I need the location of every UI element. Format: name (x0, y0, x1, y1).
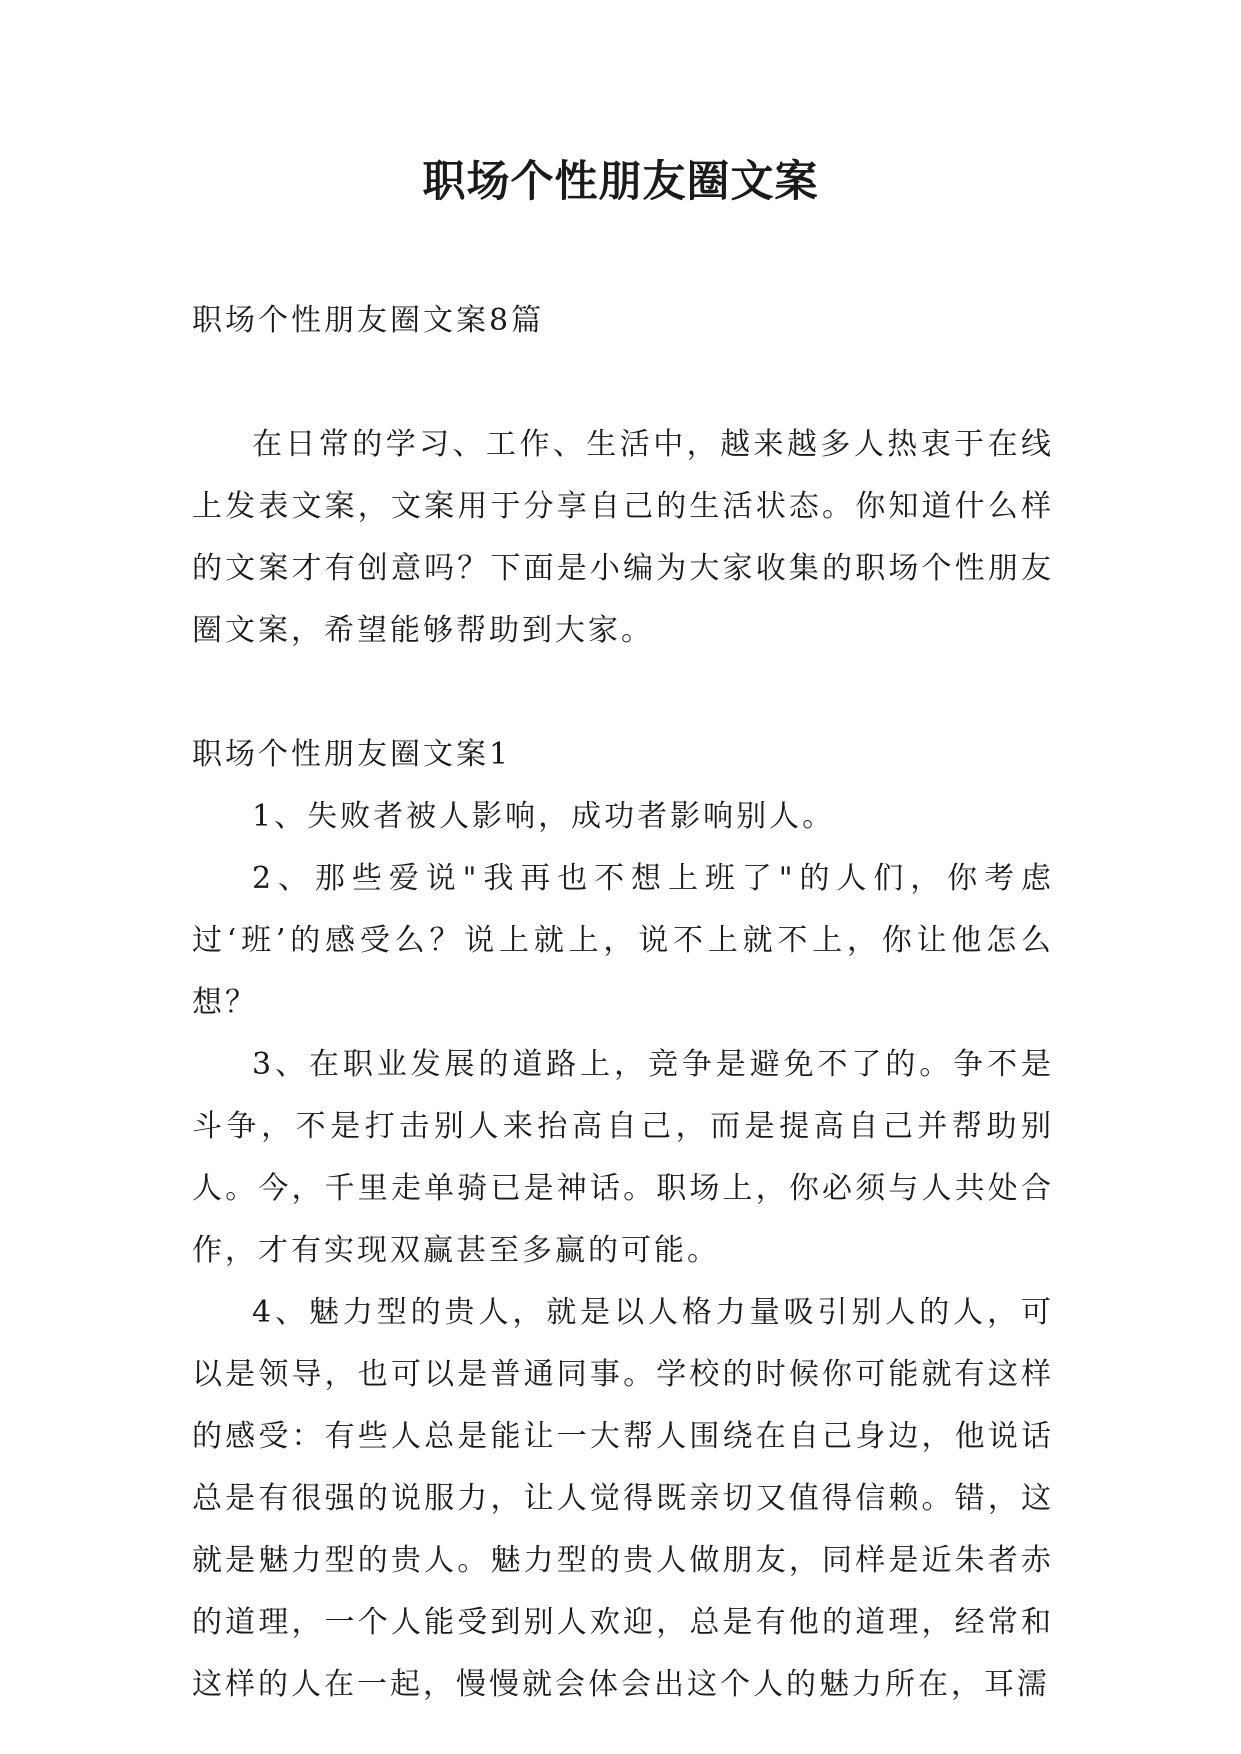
spacer (192, 662, 1054, 724)
page-title: 职场个性朋友圈文案 (422, 157, 819, 207)
list-item: 3、在职业发展的道路上，竞争是避免不了的。争不是斗争，不是打击别人来抬高自己，而是提高自己并帮助别人。今，千里走单骑已是神话。职场上，你必须与人共处合作，才有实现双赢甚至多赢的可能。 (192, 1047, 1054, 1268)
document-subtitle: 职场个性朋友圈文案8篇 (192, 303, 545, 338)
list-item: 2、那些爱说"我再也不想上班了"的人们，你考虑过‘班’的感受么？说上就上，说不上就不上，你让他怎么想？ (192, 861, 1054, 1020)
list-item: 1、失败者被人影响，成功者影响别人。 (252, 799, 836, 834)
intro-paragraph: 在日常的学习、工作、生活中，越来越多人热衷于在线上发表文案，文案用于分享自己的生活状态。你知道什么样的文案才有创意吗？下面是小编为大家收集的职场个性朋友圈文案，希望能够帮助到大家。 (192, 427, 1054, 648)
section-heading: 职场个性朋友圈文案1 (192, 737, 512, 772)
list-item: 4、魅力型的贵人，就是以人格力量吸引别人的人，可以是领导，也可以是普通同事。学校的时候你可能就有这样的感受：有些人总是能让一大帮人围绕在自己身边，他说话总是有很强的说服力，让人觉得既亲切又值得信赖。错，这就是魅力型的贵人。魅力型的贵人做朋友，同样是近朱者赤的道理，一个人能受到别人欢迎，总是有他的道理，经常和这样的人在一起，慢慢就会体会出这个人的魅力所在，耳濡 (192, 1295, 1054, 1702)
document-body (192, 290, 1054, 1716)
spacer (192, 352, 1054, 414)
